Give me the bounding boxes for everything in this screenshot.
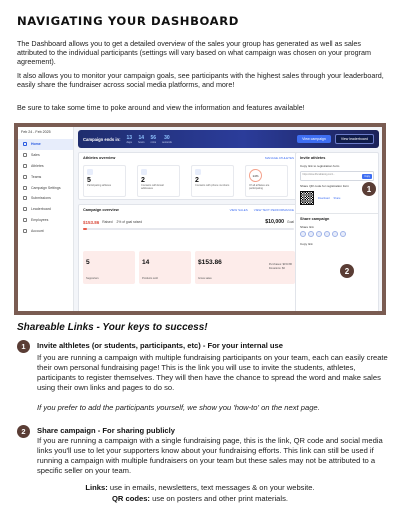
page-title: NAVIGATING YOUR DASHBOARD: [17, 14, 240, 28]
nav-icon: [23, 153, 27, 157]
view-campaign-button[interactable]: View campaign: [297, 135, 331, 143]
dashboard-screenshot: [18, 127, 382, 311]
countdown-unit: [138, 135, 145, 144]
section-2-badge: 2: [17, 425, 30, 438]
sidebar-item-label: Submissions: [31, 196, 51, 201]
dashboard-main: [78, 130, 379, 308]
campaign-overview-card: [78, 204, 299, 311]
section-1-note: If you prefer to add the participants yourself, we show you 'how-to' on the next page.: [37, 403, 320, 412]
dashboard-screenshot-frame: [14, 123, 386, 315]
links-text: use in emails, newsletters, text messages & on your website.: [107, 483, 315, 492]
sidebar-item-submissions[interactable]: [18, 193, 73, 204]
link-icon[interactable]: [340, 231, 346, 237]
qr-usage: [0, 494, 400, 503]
stat-value: 2: [195, 177, 199, 184]
stat-label: Contacts with phone numbers: [195, 184, 230, 187]
registration-link-field[interactable]: [300, 171, 374, 181]
sidebar-item-label: Leaderboard: [31, 207, 51, 212]
linkedin-icon[interactable]: [316, 231, 322, 237]
share-campaign-title: Share campaign: [300, 217, 330, 221]
social-buttons: [296, 230, 378, 238]
email-icon: [141, 169, 147, 175]
qr-label: Share QR code for registration form: [300, 184, 350, 188]
shareable-title: Shareable Links - Your keys to success!: [17, 322, 208, 333]
stat-phone: [191, 165, 234, 197]
sidebar-item-label: Employees: [31, 217, 49, 222]
stat-participating: [83, 165, 126, 197]
stat-value: 5: [87, 177, 91, 184]
sidebar-item-employees[interactable]: [18, 215, 73, 226]
countdown-value: 14: [138, 134, 145, 141]
stat-label: Of all athletes are participating: [249, 184, 270, 191]
stat-percent: [245, 165, 288, 197]
sidebar: [18, 127, 74, 311]
qr-codes-text: use on posters and other print materials.: [149, 494, 288, 503]
raised-amount: $153.86: [83, 219, 100, 225]
card-label: Products sold: [142, 277, 158, 280]
section-1-badge: 1: [17, 340, 30, 353]
nav-icon: [23, 207, 27, 211]
nav-icon: [23, 186, 27, 190]
goal-percent: 2% of goal raised: [116, 220, 143, 224]
countdown-unit: [162, 135, 172, 144]
athletes-icon: [87, 169, 93, 175]
products-sold-card: [139, 251, 191, 284]
gross-sales-card: [195, 251, 295, 284]
share-qr-link[interactable]: Share: [333, 196, 341, 200]
stat-label: Participating athletes: [87, 184, 112, 187]
invite-athletes-title: Invite athletes: [300, 156, 326, 160]
stat-label: Contacts with Email addresses: [141, 184, 164, 191]
card-label: Gross sales: [198, 277, 212, 280]
section-1-body: If you are running a campaign with multiple fundraising participants on your team, each can easily create their own personal fundraising page! This is the link you will use to invite the students, athletes, participants to register themselves. They will then have the chance to spread the word and make sales using their own links and pages to do so.: [37, 353, 388, 392]
links-label: Links:: [85, 483, 108, 492]
campaign-banner: [78, 130, 379, 148]
sidebar-item-label: Teams: [31, 174, 42, 179]
athletes-overview-card: [78, 152, 299, 200]
athletes-overview-title: Athletes overview: [83, 156, 116, 160]
marker-1: 1: [362, 182, 376, 196]
nav-icon: [23, 196, 27, 200]
supporters-card: [83, 251, 135, 284]
section-2-heading: Share campaign - For sharing publicly: [37, 426, 175, 435]
section-2-body: If you are running a campaign with a single fundraising page, this is the link, QR code and social media links you'll use to let your supporters know about your fundraising efforts. This link can still be used if running a campaign with multiple fundraisers on your team but these sales may not be attributed to a specific seller on your team.: [37, 436, 383, 475]
section-1-heading: Invite althletes (or students, participants, etc) - For your internal use: [37, 341, 283, 350]
intro-paragraph: It also allows you to monitor your campaign goals, see participants with the highest sales through your leaderboard, easily share the fundraiser across social media platforms, and more!: [17, 71, 384, 90]
sidebar-item-label: Sales: [31, 153, 40, 158]
sidebar-item-label: Home: [31, 142, 41, 147]
donations-value: Donations: $0: [268, 267, 285, 270]
view-sales-link[interactable]: VIEW SALES: [229, 208, 248, 212]
copy-button[interactable]: Copy: [364, 175, 370, 178]
countdown-value: 30: [164, 134, 170, 141]
nav-icon: [23, 218, 27, 222]
sidebar-item-home[interactable]: [18, 139, 73, 150]
countdown-unit-label: mins: [150, 140, 157, 144]
right-panel: [295, 152, 379, 311]
goal-progress-bar: [83, 228, 294, 230]
percent-ring: 14%: [249, 169, 262, 182]
goal-label: Goal: [287, 220, 294, 224]
sidebar-item-sales[interactable]: [18, 150, 73, 161]
card-value: 5: [86, 259, 90, 266]
sidebar-item-label: Campaign Settings: [31, 185, 61, 190]
stat-value: 2: [141, 177, 145, 184]
download-link[interactable]: Download: [318, 196, 330, 200]
date-range[interactable]: Feb 24 - Feb 2025: [21, 130, 51, 134]
countdown-unit-label: seconds: [162, 140, 172, 144]
copy-link-label: Copy link: [300, 242, 313, 246]
nav-icon: [23, 175, 27, 179]
intro-paragraph: Be sure to take some time to poke around and view the information and features available!: [17, 103, 305, 112]
qr-code-icon: [300, 191, 314, 205]
share-link-label: Share link: [300, 225, 314, 229]
countdown-unit-label: hours: [138, 140, 145, 144]
qr-codes-label: QR codes:: [111, 494, 150, 503]
manage-athletes-link[interactable]: MANAGE ATHLETES: [265, 156, 294, 160]
countdown: [126, 135, 177, 144]
goal-progress-fill: [83, 228, 87, 230]
stat-email: [137, 165, 180, 197]
facebook-icon[interactable]: [300, 231, 306, 237]
countdown-label: Campaign ends in:: [83, 136, 121, 142]
phone-icon: [195, 169, 201, 175]
view-leaderboard-button[interactable]: View leaderboard: [335, 134, 374, 144]
campaign-overview-title: Campaign overview: [83, 208, 119, 212]
registration-link-text: https://www.hfundraising.com/...: [302, 173, 335, 176]
nav-icon: [23, 164, 27, 168]
countdown-value: 56: [150, 134, 157, 141]
sidebar-item-account[interactable]: [18, 225, 73, 236]
links-usage: [0, 483, 400, 492]
card-value: $153.86: [198, 259, 222, 266]
x-icon[interactable]: [308, 231, 314, 237]
intro-paragraph: The Dashboard allows you to get a detailed overview of the sales your group has generated as well as sales attributed to the individual participants (settings will vary based on what campaign was chosen on your program agreement).: [17, 39, 371, 67]
sidebar-item-teams[interactable]: [18, 171, 73, 182]
sidebar-nav: [18, 139, 73, 236]
nav-icon: [23, 229, 27, 233]
raised-label: Raised: [102, 220, 113, 224]
view-text-performance-link[interactable]: VIEW TEXT PERFORMANCE: [253, 208, 294, 212]
copy-link-label: Copy link to registration form: [300, 164, 340, 168]
sidebar-item-athletes[interactable]: [18, 161, 73, 172]
countdown-unit: [126, 135, 132, 144]
countdown-value: 13: [126, 134, 133, 141]
countdown-unit: [151, 135, 157, 144]
marker-2: 2: [340, 264, 354, 278]
goal-amount: $10,000: [265, 219, 285, 225]
card-value: 14: [142, 259, 150, 266]
nav-icon: [23, 142, 27, 146]
sms-icon[interactable]: [332, 231, 338, 237]
sidebar-item-leaderboard[interactable]: [18, 204, 73, 215]
sidebar-item-label: Account: [31, 228, 44, 233]
email-icon[interactable]: [324, 231, 330, 237]
purchases-value: Purchases: $153.86: [268, 263, 292, 266]
sidebar-item-label: Athletes: [31, 163, 44, 168]
sidebar-item-campaign-settings[interactable]: [18, 182, 73, 193]
card-label: Supporters: [86, 277, 99, 280]
countdown-unit-label: days: [126, 140, 132, 144]
